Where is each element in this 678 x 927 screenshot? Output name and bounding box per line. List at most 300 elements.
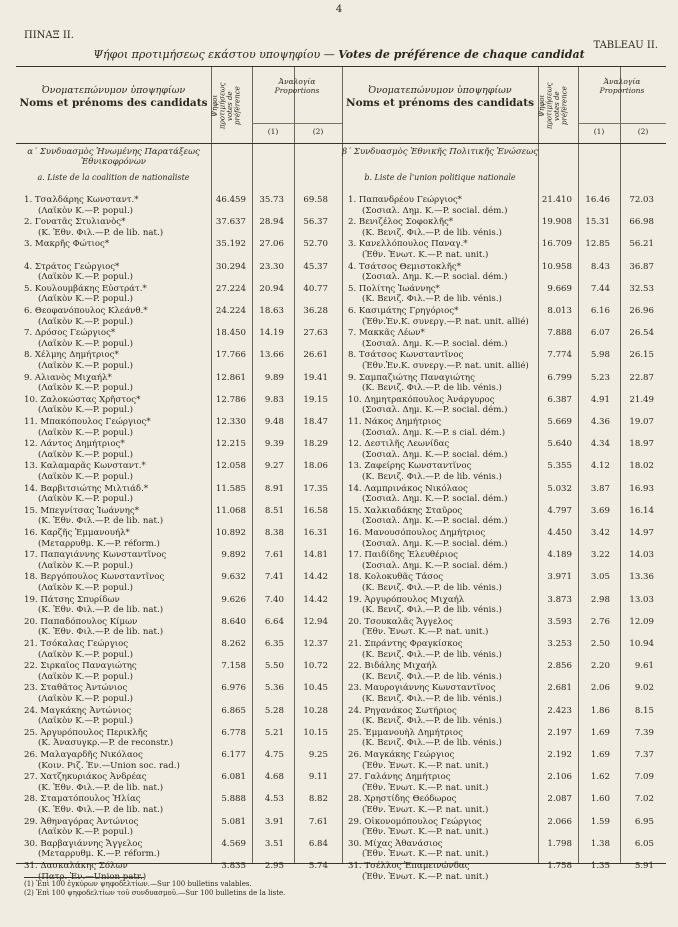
candidate-party: (Μεταρρυθμ. Κ.—P. réform.)	[38, 849, 160, 860]
candidate-party: (Κ. Ἐθν. Φιλ.—P. de lib. nat.)	[38, 605, 164, 616]
table-row	[24, 550, 342, 572]
proportion-1-value: 1.69	[590, 727, 610, 738]
votes-value: 4.797	[547, 505, 572, 516]
column-header-proportions	[252, 77, 342, 95]
candidate-party: (Ἐθν.Ἑν.Κ. συνεργ.—P. nat. unit. allié)	[362, 360, 529, 371]
proportion-2-value: 14.97	[629, 528, 654, 538]
proportion-2-value: 12.09	[629, 616, 654, 627]
votes-value: 10.958	[541, 261, 572, 272]
candidate-name: 15. Μπεγνίτσας Ἰωάννης*	[24, 505, 139, 516]
proportion-2-value: 14.42	[303, 572, 328, 583]
proportion-1-value: 20.94	[259, 283, 284, 294]
votes-value: 6.865	[221, 705, 246, 716]
proportion-1-value: 8.91	[264, 483, 284, 494]
proportion-1-value: 1.38	[590, 838, 610, 849]
table-row	[24, 661, 342, 683]
proportion-2-value: 26.61	[303, 350, 328, 361]
candidate-party: (Ἐθν. Ἑνωτ. Κ.—P. nat. unit.)	[362, 627, 489, 638]
candidate-name: 5. Κουλουμβάκης Εὐστράτ.*	[24, 283, 147, 294]
proportion-2-value: 10.45	[303, 683, 328, 694]
votes-value: 1.758	[547, 861, 572, 871]
proportion-1-value: 2.20	[590, 661, 610, 672]
proportion-1-value: 3.05	[590, 572, 610, 583]
table-row	[348, 728, 666, 750]
votes-value: 24.224	[215, 306, 246, 316]
candidate-party: (Σοσιαλ. Δημ. Κ.—P. s cial. dém.)	[362, 427, 506, 438]
proportion-1-value: 1.69	[590, 750, 610, 760]
candidate-party: (Λαϊκὸν Κ.—P. popul.)	[38, 205, 134, 216]
proportion-2-value: 32.53	[629, 283, 654, 294]
column-header-name-french-right: Noms et prénoms des candidats	[346, 97, 534, 109]
candidate-name: 26. Μαλαγαρδῆς Νικόλαος	[24, 750, 143, 760]
proportion-2-value: 5.91	[634, 861, 654, 871]
title-separator: —	[323, 48, 335, 61]
votes-value: 7.888	[547, 328, 572, 339]
table-row	[348, 817, 666, 839]
candidate-party: (Ἐθν. Ἑνωτ. Κ.—P. nat. unit.)	[362, 782, 489, 793]
table-row	[348, 572, 666, 594]
proportion-1-value: 2.98	[590, 594, 610, 605]
table-row	[348, 417, 666, 439]
table-row	[24, 439, 342, 461]
candidate-party: (Κ. Βενιζ. Φιλ.—P. de lib. vénis.)	[362, 671, 502, 682]
proportion-2-value: 7.02	[634, 794, 654, 805]
column-header-name	[16, 85, 211, 109]
table-row	[24, 284, 342, 306]
proportion-2-value: 9.02	[634, 683, 654, 694]
candidate-party: (Λαϊκὸν Κ.—P. popul.)	[38, 716, 134, 727]
proportion-2-value: 7.61	[308, 816, 328, 827]
candidate-name: 16. Μανουσόπουλος Δημήτριος	[348, 528, 486, 538]
proportion-2-value: 9.25	[308, 750, 328, 760]
candidate-name: 6. Κασιμάτης Γρηγόριος*	[348, 306, 459, 316]
candidate-party: (Κ. Ἐθν. Φιλ.—P. de lib. nat.)	[38, 627, 164, 638]
candidate-name: 8. Χέλμης Δημήτριος*	[24, 350, 119, 361]
table-row	[348, 772, 666, 794]
proportion-1-value: 1.62	[590, 772, 610, 783]
proportion-2-value: 14.42	[303, 594, 328, 605]
proportion-1-value: 4.34	[590, 439, 610, 450]
candidate-name: 3. Μακρῆς Φώτιος*	[24, 239, 110, 250]
proportion-1-value: 3.91	[264, 816, 284, 827]
votes-value: 12.058	[215, 461, 246, 472]
candidate-name: 13. Ζαφείρης Κωνσταντῖνος	[348, 461, 472, 472]
candidate-party: (Σοσιαλ. Δημ. Κ.—P. social. dém.)	[362, 338, 508, 349]
candidate-party: (Λαϊκὸν Κ.—P. popul.)	[38, 338, 134, 349]
table-row	[348, 461, 666, 483]
proportion-1-value: 2.50	[590, 639, 610, 649]
votes-value: 3.873	[547, 594, 572, 605]
votes-value: 46.459	[215, 195, 246, 205]
candidate-name: 21. Σπράντης Φραγκίσκος	[348, 639, 463, 649]
candidate-party: (Κ. Βενιζ. Φιλ.—P. de lib. vénis.)	[362, 716, 502, 727]
proportion-1-value: 5.28	[264, 705, 284, 716]
candidate-name: 12. Δεστιλῆς Λεωνίδας	[348, 439, 450, 450]
proportion-1-value: 7.44	[590, 283, 610, 294]
subheader-1: (1)	[267, 127, 279, 136]
candidate-party: (Ἐθν. Ἑνωτ. Κ.—P. nat. unit.)	[362, 871, 489, 882]
column-header-votes-right: Ψήφοι προτιμήσεως votes de préférence	[538, 82, 569, 130]
candidate-party: (Κοιν. Ριζ. Ἐν.—Union soc. rad.)	[38, 760, 180, 771]
proportion-1-value: 5.36	[264, 683, 284, 694]
proportion-2-value: 19.41	[303, 372, 328, 383]
candidate-party: (Ἐθν. Ἑνωτ. Κ.—P. nat. unit.)	[362, 760, 489, 771]
proportion-2-value: 7.09	[634, 772, 654, 783]
candidate-name: 7. Μακκᾶς Λέων*	[348, 328, 425, 339]
table-row	[348, 706, 666, 728]
candidate-name: 20. Παπαδόπουλος Κίμων	[24, 616, 138, 627]
footnote-2: (2) Ἐπὶ 100 ψηφοδελτίων τοῦ συνδυασμοῦ.—Sur 100 bulletins de la liste.	[24, 889, 286, 897]
proportion-2-value: 18.02	[629, 461, 654, 472]
votes-value: 2.681	[547, 683, 572, 694]
proportion-1-value: 5.98	[590, 350, 610, 361]
candidate-party: (Λαϊκὸν Κ.—P. popul.)	[38, 294, 134, 305]
proportion-2-value: 12.37	[303, 639, 328, 649]
candidate-party: (Κ. Βενιζ. Φιλ.—P. de lib. vénis.)	[362, 227, 502, 238]
table-row	[348, 839, 666, 861]
candidate-party: (Κ. Βενιζ. Φιλ.—P. de lib. vénis.)	[362, 383, 502, 394]
votes-value: 27.224	[215, 283, 246, 294]
candidate-party: (Κ. Ἐθν. Φιλ.—P. de lib. nat.)	[38, 516, 164, 527]
votes-value: 4.569	[221, 838, 246, 849]
proportion-2-value: 6.95	[634, 816, 654, 827]
candidate-name: 25. Ἐμμανουὴλ Δημήτριος	[348, 727, 463, 738]
votes-value: 8.262	[221, 639, 246, 649]
proportion-1-value: 8.38	[264, 528, 284, 538]
page-title	[0, 48, 678, 61]
footnotes	[24, 880, 285, 898]
candidate-party: (Λαϊκὸν Κ.—P. popul.)	[38, 560, 134, 571]
votes-value: 5.888	[221, 794, 246, 805]
proportion-1-value: 4.91	[590, 394, 610, 405]
votes-value: 12.215	[215, 439, 246, 450]
votes-value: 9.626	[221, 594, 246, 605]
table-row	[348, 617, 666, 639]
votes-value: 2.856	[547, 661, 572, 672]
proportion-1-value: 9.48	[264, 417, 284, 427]
table-row	[24, 262, 342, 284]
candidate-party: (Κ. Βενιζ. Φιλ.—P. de lib. vénis.)	[362, 649, 502, 660]
table-row	[24, 417, 342, 439]
proportion-2-value: 36.28	[303, 306, 328, 316]
candidate-name: 28. Χρηστίδης Θεόδωρος	[348, 794, 457, 805]
proportion-2-value: 36.87	[629, 261, 654, 272]
table-row	[348, 661, 666, 683]
candidate-name: 21. Τσόκαλας Γεώργιος	[24, 639, 129, 649]
candidate-party: (Σοσιαλ. Δημ. Κ.—P. social. dém.)	[362, 272, 508, 283]
candidate-name: 8. Τσάτσος Κωνσταντῖνος	[348, 350, 464, 361]
votes-value: 18.450	[215, 328, 246, 339]
candidate-party: (Ἐθν. Ἑνωτ. Κ.—P. nat. unit.)	[362, 827, 489, 838]
votes-value: 12.330	[215, 417, 246, 427]
votes-value: 16.709	[541, 239, 572, 250]
table-row	[348, 550, 666, 572]
candidate-party: (Λαϊκὸν Κ.—P. popul.)	[38, 827, 134, 838]
votes-value: 2.087	[547, 794, 572, 805]
proportion-2-value: 13.36	[629, 572, 654, 583]
proportion-1-value: 13.66	[259, 350, 284, 361]
column-header-name-greek-right: Ὀνοματεπώνυμον ὑποψηφίων	[368, 85, 512, 96]
candidate-party: (Ἐθν.Ἑν.Κ. συνεργ.—P. nat. unit. allié)	[362, 316, 529, 327]
column-header-name-greek: Ὀνοματεπώνυμον ὑποψηφίων	[41, 85, 186, 96]
votes-value: 2.066	[547, 816, 572, 827]
votes-value: 6.799	[547, 372, 572, 383]
candidate-party: (Σοσιαλ. Δημ. Κ.—P. social. dém.)	[362, 560, 508, 571]
proportion-2-value: 56.21	[629, 239, 654, 250]
candidate-name: 31. Δασκαλάκης Σόλων	[24, 861, 128, 871]
proportion-1-value: 7.61	[264, 550, 284, 561]
votes-value: 11.068	[215, 505, 246, 516]
table-row	[24, 728, 342, 750]
proportion-1-value: 12.85	[585, 239, 610, 250]
candidate-party: (Πατρ. Ἐν.—Union patr.)	[38, 871, 147, 882]
proportion-1-value: 6.35	[264, 639, 284, 649]
candidate-party: (Σοσιαλ. Δημ. Κ.—P. social. dém.)	[362, 205, 508, 216]
proportion-2-value: 66.98	[629, 217, 654, 228]
table-row	[24, 772, 342, 794]
candidate-party: (Λαϊκὸν Κ.—P. popul.)	[38, 316, 134, 327]
table-row	[348, 217, 666, 239]
candidate-name: 23. Σταθᾶτος Ἀντώνιος	[24, 683, 128, 694]
table-row	[348, 794, 666, 816]
candidate-party: (Λαϊκὸν Κ.—P. popul.)	[38, 449, 134, 460]
proportion-2-value: 14.81	[303, 550, 328, 561]
table-row	[24, 217, 342, 239]
table-row	[24, 239, 342, 261]
candidate-name: 28. Σταματόπουλος Ἠλίας	[24, 794, 141, 805]
proportion-2-value: 18.47	[303, 417, 328, 427]
table-row	[24, 195, 342, 217]
proportions-french-right: Proportions	[599, 86, 645, 95]
candidate-name: 27. Γαλάνης Δημήτριος	[348, 772, 451, 783]
proportion-1-value: 27.06	[259, 239, 284, 250]
proportion-2-value: 17.35	[303, 483, 328, 494]
coalition-title-french: a. Liste de la coalition de nationaliste	[37, 173, 190, 182]
candidate-name: 9. Αλιανὸς Μιχαήλ*	[24, 372, 112, 383]
table-row	[348, 195, 666, 217]
table-row	[24, 817, 342, 839]
votes-value: 9.892	[221, 550, 246, 561]
candidate-name: 1. Παπανδρέου Γεώργιος*	[348, 195, 462, 205]
votes-value: 9.669	[547, 283, 572, 294]
proportion-2-value: 10.28	[303, 705, 328, 716]
table-row	[348, 528, 666, 550]
candidate-name: 4. Τσάτσος Θεμιστοκλῆς*	[348, 261, 461, 272]
candidate-name: 25. Ἀργυρόπουλος Περικλῆς	[24, 727, 148, 738]
votes-value: 2.106	[547, 772, 572, 783]
proportion-1-value: 35.73	[259, 195, 284, 205]
votes-value: 5.355	[547, 461, 572, 472]
votes-value: 4.450	[547, 528, 572, 538]
votes-value: 5.032	[547, 483, 572, 494]
candidate-name: 17. Παιδίδης Ἐλευθέριος	[348, 550, 458, 561]
table-row	[24, 683, 342, 705]
votes-value: 6.387	[547, 394, 572, 405]
proportion-2-value: 13.03	[629, 594, 654, 605]
candidate-name: 10. Ζαλοκώστας Χρῆστος*	[24, 394, 141, 405]
title-greek: Ψήφοι προτιμήσεως εκάστου υποψηφίου	[93, 48, 321, 61]
proportion-1-value: 4.36	[590, 417, 610, 427]
candidate-party: (Λαϊκὸν Κ.—P. popul.)	[38, 383, 134, 394]
candidate-name: 2. Βενιζέλος Σοφοκλῆς*	[348, 217, 454, 228]
proportion-2-value: 26.54	[629, 328, 654, 339]
coalition-title-greek-right: β΄ Συνδυασμὸς Ἐθνικῆς Πολιτικῆς Ἑνώσεως	[342, 147, 538, 157]
candidate-party: (Κ. Βενιζ. Φιλ.—P. de lib. vénis.)	[362, 582, 502, 593]
table-row	[24, 617, 342, 639]
proportion-2-value: 18.97	[629, 439, 654, 450]
proportion-1-value: 2.76	[590, 616, 610, 627]
proportion-2-value: 9.61	[634, 661, 654, 672]
votes-value: 7.158	[221, 661, 246, 672]
candidate-name: 7. Δρόσος Γεώργιος*	[24, 328, 116, 339]
proportions-greek-right: Ἀναλογία	[603, 77, 641, 86]
candidate-party: (Κ. Βενιζ. Φιλ.—P. de lib. vénis.)	[362, 738, 502, 749]
proportion-1-value: 1.59	[590, 816, 610, 827]
votes-value: 6.081	[221, 772, 246, 783]
candidate-party: (Σοσιαλ. Δημ. Κ.—P. social. dém.)	[362, 449, 508, 460]
proportion-1-value: 23.30	[259, 261, 284, 272]
proportion-2-value: 18.29	[303, 439, 328, 450]
proportion-1-value: 18.63	[259, 306, 284, 316]
table-row	[348, 683, 666, 705]
proportion-2-value: 16.58	[303, 505, 328, 516]
proportion-1-value: 4.12	[590, 461, 610, 472]
title-french: Votes de préférence de chaque candidat	[338, 48, 585, 61]
candidate-party: (Κ. Ἐθν. Φιλ.—P. de lib. nat.)	[38, 227, 164, 238]
left-table	[16, 66, 342, 882]
table-row	[348, 439, 666, 461]
proportion-1-value: 2.95	[264, 861, 284, 871]
table-row	[348, 373, 666, 395]
proportion-1-value: 3.51	[264, 838, 284, 849]
proportion-2-value: 72.03	[629, 195, 654, 205]
table-row	[24, 706, 342, 728]
candidate-name: 1. Τσαλδάρης Κωνσταντ.*	[24, 195, 139, 205]
proportion-2-value: 26.96	[629, 306, 654, 316]
candidate-name: 13. Καλαμαρᾶς Κωνσταντ.*	[24, 461, 146, 472]
candidate-name: 9. Σαμπαζιώτης Παναγιώτης	[348, 372, 475, 383]
candidate-party: (Λαϊκὸν Κ.—P. popul.)	[38, 649, 134, 660]
candidate-party: (Μεταρρυθμ. Κ.—P. réform.)	[38, 538, 160, 549]
candidate-party: (Ἐθν. Ἑνωτ. Κ.—P. nat. unit.)	[362, 249, 489, 260]
votes-value: 1.798	[547, 838, 572, 849]
proportion-2-value: 14.03	[629, 550, 654, 561]
candidate-name: 29. Οἰκονομόπουλος Γεώργιος	[348, 816, 482, 827]
candidate-name: 14. Λαμπρινάκος Νικόλαος	[348, 483, 468, 494]
proportion-1-value: 4.53	[264, 794, 284, 805]
proportion-2-value: 5.74	[308, 861, 328, 871]
proportion-1-value: 5.23	[590, 372, 610, 383]
proportion-1-value: 4.68	[264, 772, 284, 783]
proportion-1-value: 1.35	[590, 861, 610, 871]
proportion-1-value: 3.22	[590, 550, 610, 561]
votes-value: 6.177	[221, 750, 246, 760]
votes-value: 9.632	[221, 572, 246, 583]
candidate-name: 15. Χαλκιαδάκης Σταῦρος	[348, 505, 463, 516]
votes-value: 8.013	[547, 306, 572, 316]
proportion-2-value: 9.11	[308, 772, 328, 783]
proportion-1-value: 2.06	[590, 683, 610, 694]
proportion-1-value: 9.27	[264, 461, 284, 472]
proportion-1-value: 8.43	[590, 261, 610, 272]
candidate-name: 14. Βαρβιτσιώτης Μιλτιάδ.*	[24, 483, 149, 494]
table-row	[24, 572, 342, 594]
proportion-1-value: 14.19	[259, 328, 284, 339]
table-row	[24, 395, 342, 417]
candidate-party: (Λαϊκὸν Κ.—P. popul.)	[38, 494, 134, 505]
table-label-french: TABLEAU II.	[593, 40, 658, 51]
candidate-name: 19. Ἀργυρόπουλος Μιχαήλ	[348, 594, 465, 605]
proportion-1-value: 6.64	[264, 616, 284, 627]
proportion-1-value: 9.83	[264, 394, 284, 405]
proportion-1-value: 6.16	[590, 306, 610, 316]
candidate-party: (Λαϊκὸν Κ.—P. popul.)	[38, 272, 134, 283]
proportion-2-value: 18.06	[303, 461, 328, 472]
proportion-1-value: 5.50	[264, 661, 284, 672]
footnote-1: (1) Ἐπὶ 100 ἐγκύρων ψηφοδελτίων.—Sur 100 bulletins valables.	[24, 880, 252, 888]
candidate-name: 23. Μαυρογιάννης Κωνσταντῖνος	[348, 683, 496, 694]
subheader-2: (2)	[312, 127, 324, 136]
table-row	[24, 639, 342, 661]
votes-value: 12.861	[215, 372, 246, 383]
candidate-name: 11. Νάκος Δημήτριος	[348, 417, 442, 427]
votes-value: 8.640	[221, 616, 246, 627]
candidate-party: (Κ. Ἐθν. Φιλ.—P. de lib. nat.)	[38, 782, 164, 793]
votes-value: 2.423	[547, 705, 572, 716]
proportion-2-value: 10.72	[303, 661, 328, 672]
votes-value: 10.892	[215, 528, 246, 538]
proportion-1-value: 1.86	[590, 705, 610, 716]
candidate-party: (Κ. Βενιζ. Φιλ.—P. de lib. vénis.)	[362, 693, 502, 704]
candidate-party: (Κ. Ἐθν. Φιλ.—P. de lib. nat.)	[38, 804, 164, 815]
proportion-2-value: 21.49	[629, 394, 654, 405]
candidate-name: 29. Ἀθηναγόρας Ἀντώνιος	[24, 816, 139, 827]
votes-value: 5.669	[547, 417, 572, 427]
candidate-name: 31. Τσέλλος Ἐπαμεινώνδας	[348, 861, 470, 871]
subheader-2-right: (2)	[637, 127, 649, 136]
proportion-2-value: 52.70	[303, 239, 328, 250]
proportion-2-value: 22.87	[629, 372, 654, 383]
proportion-1-value: 4.75	[264, 750, 284, 760]
proportion-2-value: 7.39	[634, 727, 654, 738]
proportion-1-value: 1.60	[590, 794, 610, 805]
candidate-name: 19. Πάτσης Σπυρίδων	[24, 594, 120, 605]
proportion-1-value: 3.87	[590, 483, 610, 494]
candidate-party: (Σοσιαλ. Δημ. Κ.—P. social. dém.)	[362, 494, 508, 505]
candidate-name: 10. Δημητρακόπουλος Ἀνάργυρος	[348, 394, 495, 405]
candidate-party: (Σοσιαλ. Δημ. Κ.—P. social. dém.)	[362, 405, 508, 416]
right-table	[342, 66, 666, 882]
table-row	[24, 595, 342, 617]
proportion-1-value: 3.42	[590, 528, 610, 538]
candidate-party: (Σοσιαλ. Δημ. Κ.—P. social. dém.)	[362, 538, 508, 549]
candidate-party: (Κ. Ἀνασυγκρ.—P. de reconstr.)	[38, 738, 174, 749]
proportion-2-value: 7.37	[634, 750, 654, 760]
candidate-name: 20. Τσουκαλᾶς Ἄγγελος	[348, 616, 453, 627]
table-row	[24, 373, 342, 395]
proportion-2-value: 8.15	[634, 705, 654, 716]
candidate-name: 24. Μαγκάκης Ἀντώνιος	[24, 705, 132, 716]
candidate-name: 2. Γονατᾶς Στυλιανὸς*	[24, 217, 126, 228]
votes-value: 17.766	[215, 350, 246, 361]
coalition-title-french-right: b. Liste de l'union politique nationale	[364, 173, 516, 182]
proportion-2-value: 16.93	[629, 483, 654, 494]
proportion-2-value: 19.15	[303, 394, 328, 405]
proportion-2-value: 69.58	[303, 195, 328, 205]
table-row	[348, 328, 666, 350]
table-row	[24, 328, 342, 350]
votes-value: 4.189	[547, 550, 572, 561]
